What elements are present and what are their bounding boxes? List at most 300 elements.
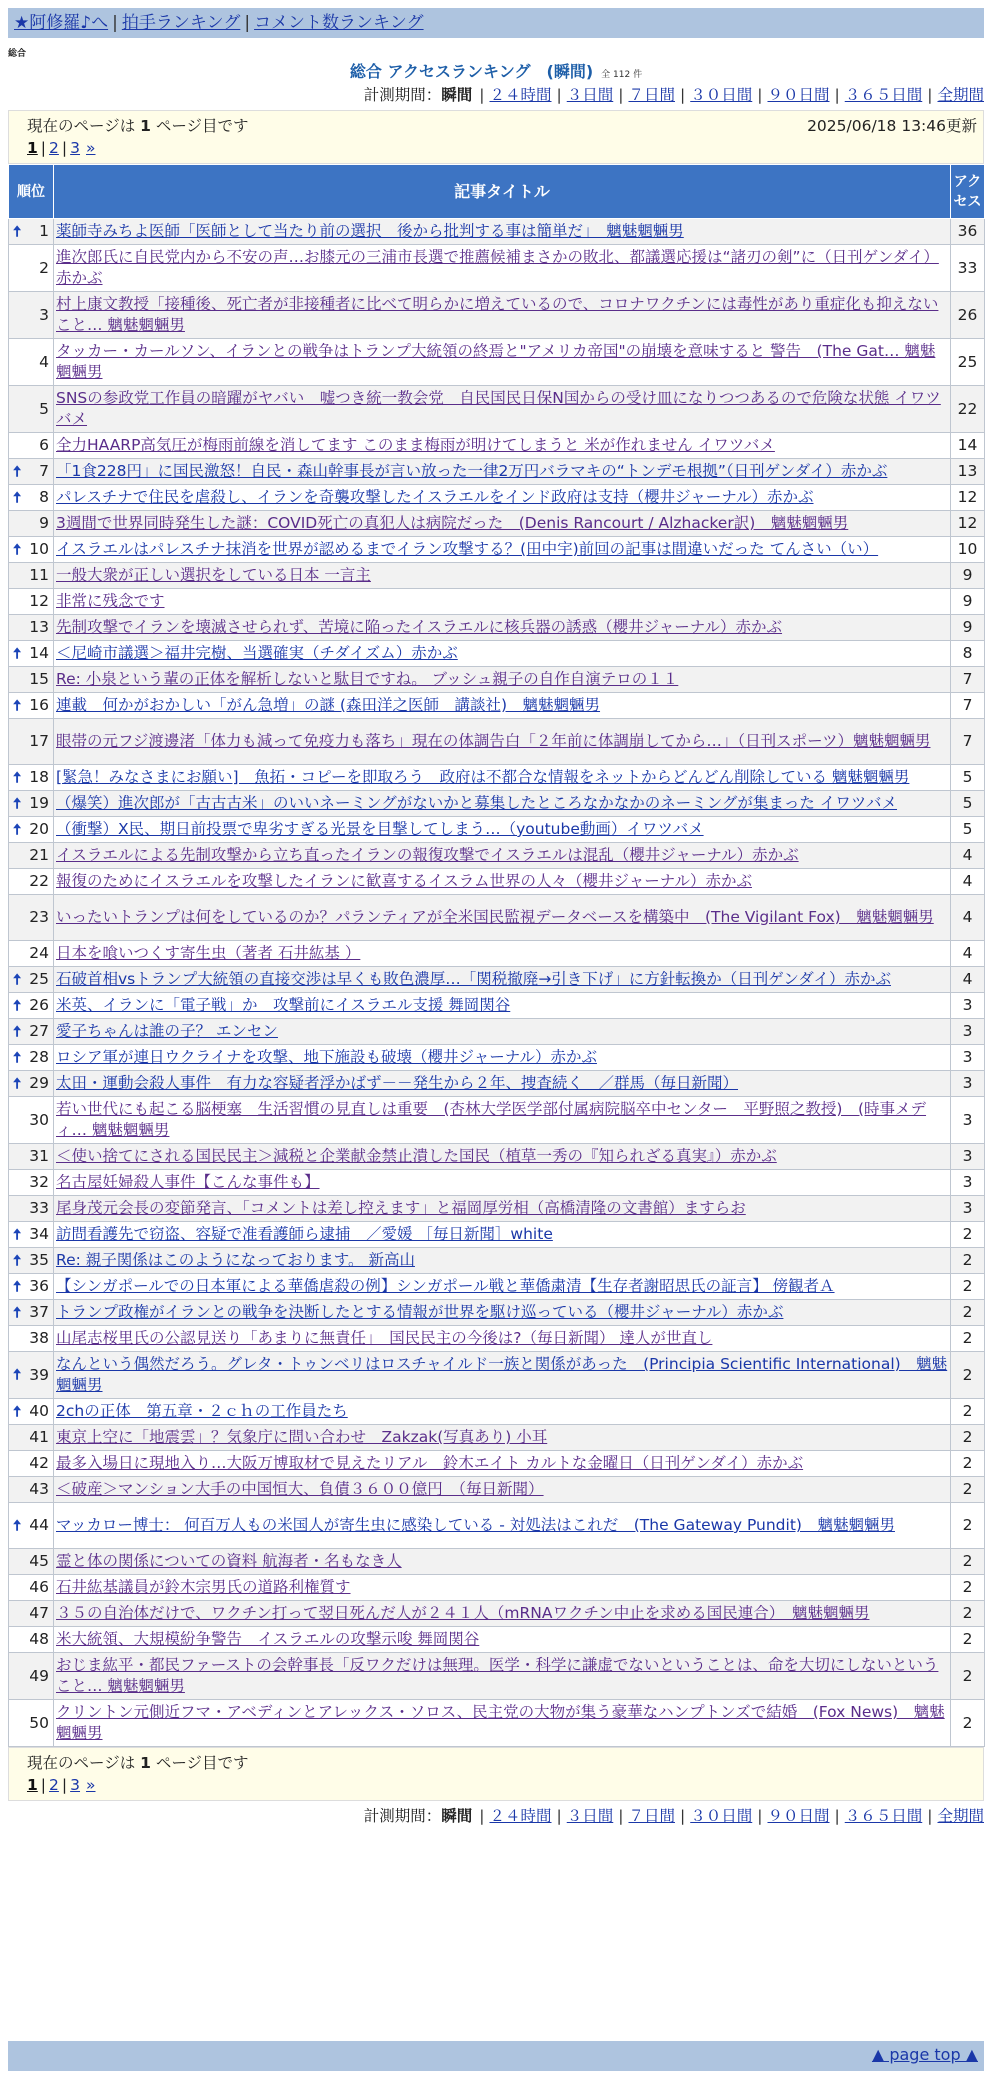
title-cell bbox=[54, 537, 951, 563]
title-cell bbox=[54, 1451, 951, 1477]
article-link[interactable]: 眼帯の元フジ渡邊渚「体力も減って免疫力も落ち」現在の体調告白「２年前に体調崩してから…」（日刊スポーツ）魑魅魍魎男 bbox=[56, 732, 931, 750]
article-link[interactable]: 尾身茂元会長の変節発言、「コメントは差し控えます」と福岡厚労相（高橋清隆の文書館）ますらお bbox=[56, 1199, 746, 1217]
rank-number: 13 bbox=[29, 618, 49, 636]
title-cell bbox=[54, 1575, 951, 1601]
access-count: 5 bbox=[951, 817, 985, 843]
article-link[interactable]: ＜破産＞マンション大手の中国恒大、負債３６００億円 （毎日新聞） bbox=[56, 1480, 544, 1498]
rank-number: 50 bbox=[29, 1713, 49, 1732]
title-cell bbox=[54, 869, 951, 895]
access-count: 13 bbox=[951, 459, 985, 485]
article-link[interactable]: 日本を喰いつくす寄生虫（著者 石井紘基 ） bbox=[56, 944, 361, 962]
article-link[interactable]: Re: 小泉という輩の正体を解析しないと駄目ですね。 ブッシュ親子の自作自演テロの１１ bbox=[56, 670, 679, 688]
rank-cell bbox=[9, 895, 54, 941]
rank-cell bbox=[9, 1097, 54, 1144]
rank-cell bbox=[9, 485, 54, 511]
title-cell bbox=[54, 1144, 951, 1170]
access-count: 2 bbox=[951, 1300, 985, 1326]
table-row bbox=[9, 1601, 985, 1627]
rank-cell bbox=[9, 245, 54, 292]
access-header: アクセス bbox=[951, 165, 985, 219]
period-link[interactable]: ２４時間 bbox=[489, 1807, 552, 1825]
article-link[interactable]: ＜使い捨てにされる国民民主＞減税と企業献金禁止潰した国民（植草一秀の『知られざる真実』）赤かぶ bbox=[56, 1147, 777, 1165]
pager-separator: | bbox=[61, 1776, 68, 1794]
period-separator: | bbox=[479, 1807, 485, 1825]
rank-cell bbox=[9, 765, 54, 791]
table-row bbox=[9, 511, 985, 537]
title-cell bbox=[54, 511, 951, 537]
table-row bbox=[9, 589, 985, 615]
period-current: 瞬間 bbox=[441, 1807, 473, 1825]
access-count: 14 bbox=[951, 433, 985, 459]
up-arrow-icon: 🠅 bbox=[13, 540, 22, 558]
access-count: 2 bbox=[951, 1477, 985, 1503]
access-count: 7 bbox=[951, 667, 985, 693]
period-link[interactable]: ３日間 bbox=[566, 86, 614, 104]
table-row bbox=[9, 1144, 985, 1170]
rank-cell bbox=[9, 941, 54, 967]
period-separator: | bbox=[618, 1807, 624, 1825]
rank-cell bbox=[9, 1045, 54, 1071]
title-cell bbox=[54, 1352, 951, 1399]
period-selector-top bbox=[364, 84, 984, 106]
article-link[interactable]: 石井紘基議員が鈴木宗男氏の道路利権質す bbox=[56, 1578, 351, 1596]
page-top-link[interactable]: ▲ page top ▲ bbox=[871, 2045, 978, 2064]
rank-number: 15 bbox=[29, 670, 49, 688]
rank-cell bbox=[9, 1399, 54, 1425]
table-row bbox=[9, 339, 985, 386]
table-row bbox=[9, 843, 985, 869]
article-link[interactable]: 非常に残念です bbox=[56, 592, 165, 610]
article-link[interactable]: なんという偶然だろう。グレタ・トゥンベリはロスチャイルド一族と関係があった (Principia Scientific International) 魑魅魍魎男 bbox=[56, 1355, 948, 1394]
access-count: 2 bbox=[951, 1549, 985, 1575]
period-separator: | bbox=[680, 1807, 686, 1825]
period-link[interactable]: ７日間 bbox=[628, 86, 675, 104]
rank-cell bbox=[9, 1196, 54, 1222]
pager-current-page[interactable]: 1 bbox=[27, 1776, 38, 1794]
up-arrow-icon: 🠅 bbox=[13, 970, 22, 988]
rank-number: 22 bbox=[29, 872, 49, 890]
article-link[interactable]: イスラエルによる先制攻撃から立ち直ったイランの報復攻撃でイスラエルは混乱（櫻井ジャーナル）赤かぶ bbox=[56, 846, 799, 864]
rank-number: 8 bbox=[39, 488, 49, 506]
rank-number: 35 bbox=[29, 1251, 49, 1269]
rank-cell bbox=[9, 511, 54, 537]
period-separator: | bbox=[680, 86, 686, 104]
ranking-table bbox=[8, 164, 985, 1747]
title-cell bbox=[54, 245, 951, 292]
title-cell bbox=[54, 1248, 951, 1274]
table-row bbox=[9, 292, 985, 339]
access-count: 2 bbox=[951, 1248, 985, 1274]
access-count: 2 bbox=[951, 1425, 985, 1451]
rank-cell bbox=[9, 1627, 54, 1653]
article-link[interactable]: 一般大衆が正しい選択をしている日本 一言主 bbox=[56, 566, 371, 584]
article-link[interactable]: 全力HAARP高気圧が梅雨前線を消してます このまま梅雨が明けてしまうと 米が作れません イワツバメ bbox=[56, 436, 775, 454]
period-link[interactable]: 全期間 bbox=[937, 86, 984, 104]
rank-cell bbox=[9, 1248, 54, 1274]
article-link[interactable]: おじま紘平・都民ファーストの会幹事長「反ワクだけは無理。医学・科学に謙虚でないということは、命を大切にしないということ… 魑魅魍魎男 bbox=[56, 1656, 939, 1695]
rank-number: 24 bbox=[29, 944, 49, 962]
article-link[interactable]: ロシア軍が連日ウクライナを攻撃、地下施設も破壊（櫻井ジャーナル）赤かぶ bbox=[56, 1048, 597, 1066]
article-link[interactable]: 霊と体の関係についての資料 航海者・名もなき人 bbox=[56, 1552, 402, 1570]
rank-number: 12 bbox=[29, 592, 49, 610]
rank-number: 38 bbox=[29, 1329, 49, 1347]
pager-page-link[interactable]: 2 bbox=[49, 1776, 59, 1794]
top-nav: ★阿修羅♪へ | 拍手ランキング | コメント数ランキング bbox=[8, 8, 984, 38]
table-row bbox=[9, 895, 985, 941]
title-cell bbox=[54, 1222, 951, 1248]
rank-number: 29 bbox=[29, 1074, 49, 1092]
rank-number: 27 bbox=[29, 1022, 49, 1040]
article-link[interactable]: パレスチナで住民を虐殺し、イランを奇襲攻撃したイスラエルをインド政府は支持（櫻井ジャーナル）赤かぶ bbox=[56, 488, 814, 506]
access-count: 2 bbox=[951, 1352, 985, 1399]
title-cell bbox=[54, 1399, 951, 1425]
table-row bbox=[9, 667, 985, 693]
table-row bbox=[9, 1700, 985, 1747]
article-link[interactable]: 山尾志桜里氏の公認見送り「あまりに無責任」 国民民主の今後は?（毎日新聞） 達人が世直し bbox=[56, 1329, 713, 1347]
up-arrow-icon: 🠅 bbox=[13, 1365, 22, 1384]
table-row bbox=[9, 1045, 985, 1071]
title-cell bbox=[54, 292, 951, 339]
table-row bbox=[9, 386, 985, 433]
page-info-top bbox=[8, 110, 984, 164]
article-link[interactable]: SNSの参政党工作員の暗躍がヤバい 嘘つき統一教会党 自民国民日保N国からの受け皿になりつつあるので危険な状態 イワツバメ bbox=[56, 389, 941, 428]
section-label: 総合 bbox=[8, 49, 27, 59]
article-link[interactable]: 若い世代にも起こる脳梗塞 生活習慣の見直しは重要 (杏林大学医学部付属病院脳卒中センター 平野照之教授) (時事メディ… 魑魅魍魎男 bbox=[56, 1100, 927, 1139]
period-link[interactable]: ９０日間 bbox=[767, 1807, 830, 1825]
table-row bbox=[9, 869, 985, 895]
article-link[interactable]: 東京上空に「地震雲」？気象庁に問い合わせ Zakzak(写真あり) 小耳 bbox=[56, 1428, 548, 1446]
rank-cell bbox=[9, 1019, 54, 1045]
article-link[interactable]: クリントン元側近フマ・アベディンとアレックス・ソロス、民主党の大物が集う豪華なハンプトンズで結婚 (Fox News) 魑魅魍魎男 bbox=[56, 1703, 945, 1742]
comment-ranking-link[interactable]: コメント数ランキング bbox=[254, 13, 424, 33]
access-count: 2 bbox=[951, 1575, 985, 1601]
rank-cell bbox=[9, 869, 54, 895]
access-count: 12 bbox=[951, 511, 985, 537]
article-link[interactable]: 【シンガポールでの日本軍による華僑虐殺の例】シンガポール戦と華僑粛清【生存者謝昭思氏の証言】 傍観者Ａ bbox=[56, 1277, 835, 1295]
access-count: 4 bbox=[951, 941, 985, 967]
article-link[interactable]: （衝撃）X民、期日前投票で卑劣すぎる光景を目撃してしまう…（youtube動画）イワツバメ bbox=[56, 820, 704, 838]
period-link[interactable]: ２４時間 bbox=[489, 86, 552, 104]
table-row bbox=[9, 433, 985, 459]
period-separator: | bbox=[834, 86, 840, 104]
pager-separator: | bbox=[61, 139, 68, 157]
rank-cell bbox=[9, 1477, 54, 1503]
access-count: 2 bbox=[951, 1601, 985, 1627]
access-count: 4 bbox=[951, 843, 985, 869]
table-row bbox=[9, 563, 985, 589]
pager-next-link[interactable]: » bbox=[86, 1776, 96, 1794]
title-cell bbox=[54, 589, 951, 615]
article-link[interactable]: 「1食228円」に国民激怒！自民・森山幹事長が言い放った一律2万円バラマキの“トンデモ根拠”（日刊ゲンダイ）赤かぶ bbox=[56, 462, 888, 480]
access-count: 5 bbox=[951, 791, 985, 817]
period-separator: | bbox=[757, 1807, 763, 1825]
rank-cell bbox=[9, 1071, 54, 1097]
title-cell bbox=[54, 843, 951, 869]
rank-number: 46 bbox=[29, 1578, 49, 1596]
up-arrow-icon: 🠅 bbox=[13, 488, 22, 506]
page-status-post: ページ目です bbox=[150, 117, 249, 135]
article-link[interactable]: タッカー・カールソン、イランとの戦争はトランプ大統領の終焉と"アメリカ帝国"の崩壊を意味すると 警告 (The Gat… 魑魅魍魎男 bbox=[56, 342, 936, 381]
period-separator: | bbox=[834, 1807, 840, 1825]
rank-number: 36 bbox=[29, 1277, 49, 1295]
rank-number: 34 bbox=[29, 1225, 49, 1243]
period-link[interactable]: ９０日間 bbox=[767, 86, 830, 104]
rank-number: 14 bbox=[29, 644, 49, 662]
title-cell bbox=[54, 1300, 951, 1326]
rank-cell bbox=[9, 459, 54, 485]
pager-bottom bbox=[27, 1774, 965, 1796]
article-link[interactable]: ＜尼崎市議選＞福井完樹、当選確実（チダイズム）赤かぶ bbox=[56, 644, 458, 662]
period-selector-bottom bbox=[364, 1805, 984, 1827]
bottom-bar bbox=[8, 2041, 984, 2071]
rank-number: 30 bbox=[29, 1110, 49, 1129]
table-row bbox=[9, 1248, 985, 1274]
article-link[interactable]: Re: 親子関係はこのようになっております。 新高山 bbox=[56, 1251, 415, 1269]
rank-cell bbox=[9, 615, 54, 641]
access-count: 25 bbox=[951, 339, 985, 386]
table-row bbox=[9, 1653, 985, 1700]
rank-number: 33 bbox=[29, 1199, 49, 1217]
period-link[interactable]: ３６５日間 bbox=[844, 1807, 923, 1825]
title-cell bbox=[54, 641, 951, 667]
access-count: 10 bbox=[951, 537, 985, 563]
title-cell bbox=[54, 1097, 951, 1144]
rank-number: 26 bbox=[29, 996, 49, 1014]
period-separator: | bbox=[618, 86, 624, 104]
clap-ranking-link[interactable]: 拍手ランキング bbox=[121, 13, 241, 33]
rank-cell bbox=[9, 1170, 54, 1196]
article-link[interactable]: 太田・運動会殺人事件 有力な容疑者浮かばず－－発生から２年、捜査続く ／群馬（毎日新聞） bbox=[56, 1074, 739, 1092]
table-row bbox=[9, 1477, 985, 1503]
article-link[interactable]: （爆笑）進次郎が「古古古米」のいいネーミングがないかと募集したところなかなかのネーミングが集まった イワツバメ bbox=[56, 794, 898, 812]
title-cell bbox=[54, 1503, 951, 1549]
table-row bbox=[9, 1627, 985, 1653]
title-cell bbox=[54, 967, 951, 993]
article-link[interactable]: 訪問看護先で窃盗、容疑で准看護師ら逮捕 ／愛媛 ［毎日新聞］white bbox=[56, 1225, 553, 1243]
title-cell bbox=[54, 693, 951, 719]
article-link[interactable]: 薬師寺みちよ医師「医師として当たり前の選択 後から批判する事は簡単だ」 魑魅魍魎男 bbox=[56, 222, 684, 240]
period-separator: | bbox=[757, 86, 763, 104]
table-row bbox=[9, 765, 985, 791]
access-count: 3 bbox=[951, 993, 985, 1019]
title-cell bbox=[54, 1477, 951, 1503]
article-link[interactable]: 報復のためにイスラエルを攻撃したイランに歓喜するイスラム世界の人々（櫻井ジャーナル）赤かぶ bbox=[56, 872, 752, 890]
title-cell bbox=[54, 615, 951, 641]
access-count: 3 bbox=[951, 1071, 985, 1097]
pager-page-link[interactable]: 2 bbox=[49, 139, 59, 157]
rank-number: 7 bbox=[39, 462, 49, 480]
article-link[interactable]: [緊急！みなさまにお願い] 魚拓・コピーを即取ろう 政府は不都合な情報をネットからどんどん削除している 魑魅魍魎男 bbox=[56, 768, 910, 786]
up-arrow-icon: 🠅 bbox=[13, 462, 22, 480]
article-link[interactable]: 最多入場日に現地入り…大阪万博取材で見えたリアル 鈴木エイト カルトな金曜日（日刊ゲンダイ）赤かぶ bbox=[56, 1454, 804, 1472]
ranking-rows bbox=[9, 219, 985, 1747]
pager-page-link[interactable]: 3 bbox=[70, 139, 81, 157]
up-arrow-icon: 🠅 bbox=[13, 1402, 22, 1420]
rank-number: 48 bbox=[29, 1630, 49, 1648]
rank-cell bbox=[9, 791, 54, 817]
table-row bbox=[9, 719, 985, 765]
period-link[interactable]: ３０日間 bbox=[690, 86, 753, 104]
access-count: 3 bbox=[951, 1019, 985, 1045]
rank-cell bbox=[9, 537, 54, 563]
period-link[interactable]: 全期間 bbox=[937, 1807, 984, 1825]
access-count: 33 bbox=[951, 245, 985, 292]
home-link[interactable]: ★阿修羅♪へ bbox=[14, 13, 109, 33]
rank-cell bbox=[9, 1653, 54, 1700]
rank-number: 17 bbox=[29, 732, 49, 750]
page-status-post: ページ目です bbox=[150, 1754, 249, 1772]
table-row bbox=[9, 693, 985, 719]
table-row bbox=[9, 993, 985, 1019]
rank-number: 43 bbox=[29, 1480, 49, 1498]
period-current: 瞬間 bbox=[441, 86, 473, 104]
page-status-pre: 現在のページは bbox=[27, 117, 141, 135]
rank-number: 42 bbox=[29, 1454, 49, 1472]
article-link[interactable]: 村上康文教授「接種後、死亡者が非接種者に比べて明らかに増えているので、コロナワクチンには毒性があり重症化も抑えないこと… 魑魅魍魎男 bbox=[56, 295, 939, 334]
pager-separator: | bbox=[40, 139, 47, 157]
article-link[interactable]: 愛子ちゃんは誰の子？ エンセン bbox=[56, 1022, 278, 1040]
rank-number: 31 bbox=[29, 1147, 49, 1165]
rank-cell bbox=[9, 1700, 54, 1747]
title-cell bbox=[54, 219, 951, 245]
period-label: 計測期間： bbox=[363, 86, 442, 104]
period-separator: | bbox=[556, 86, 562, 104]
rank-cell bbox=[9, 219, 54, 245]
article-link[interactable]: トランプ政権がイランとの戦争を決断したとする情報が世界を駆け巡っている（櫻井ジャーナル）赤かぶ bbox=[56, 1303, 784, 1321]
rank-number: 16 bbox=[29, 696, 49, 714]
access-count: 2 bbox=[951, 1700, 985, 1747]
rank-cell bbox=[9, 641, 54, 667]
title-cell bbox=[54, 1601, 951, 1627]
access-count: 4 bbox=[951, 967, 985, 993]
access-count: 36 bbox=[951, 219, 985, 245]
table-row bbox=[9, 1451, 985, 1477]
pager-current-page[interactable]: 1 bbox=[27, 139, 38, 157]
table-row bbox=[9, 1425, 985, 1451]
item-count: 全 112 件 bbox=[601, 70, 643, 80]
rank-cell bbox=[9, 1601, 54, 1627]
table-row bbox=[9, 817, 985, 843]
rank-number: 28 bbox=[29, 1048, 49, 1066]
up-arrow-icon: 🠅 bbox=[13, 644, 22, 662]
table-row bbox=[9, 967, 985, 993]
title-cell bbox=[54, 817, 951, 843]
article-link[interactable]: 先制攻撃でイランを壊滅させられず、苦境に陥ったイスラエルに核兵器の誘惑（櫻井ジャーナル）赤かぶ bbox=[56, 618, 783, 636]
access-count: 2 bbox=[951, 1399, 985, 1425]
article-link[interactable]: 2chの正体 第五章・２ｃｈの工作員たち bbox=[56, 1402, 348, 1420]
rank-number: 39 bbox=[29, 1365, 49, 1384]
article-link[interactable]: 3週間で世界同時発生した謎：COVID死亡の真犯人は病院だった (Denis Rancourt / Alzhacker訳) 魑魅魍魎男 bbox=[56, 514, 849, 532]
page-status-pre: 現在のページは bbox=[27, 1754, 141, 1772]
rank-cell bbox=[9, 693, 54, 719]
access-count: 2 bbox=[951, 1503, 985, 1549]
rank-number: 47 bbox=[29, 1604, 49, 1622]
rank-number: 4 bbox=[39, 352, 49, 371]
rank-number: 18 bbox=[29, 768, 49, 786]
period-link[interactable]: ３日間 bbox=[566, 1807, 614, 1825]
title-cell bbox=[54, 459, 951, 485]
table-row bbox=[9, 1274, 985, 1300]
table-row bbox=[9, 1575, 985, 1601]
title-cell bbox=[54, 1170, 951, 1196]
article-link[interactable]: いったいトランプは何をしているのか？パランティアが全米国民監視データベースを構築中 (The Vigilant Fox) 魑魅魍魎男 bbox=[56, 908, 934, 926]
rank-number: 45 bbox=[29, 1552, 49, 1570]
table-row bbox=[9, 641, 985, 667]
up-arrow-icon: 🠅 bbox=[13, 1048, 22, 1066]
title-cell bbox=[54, 1196, 951, 1222]
table-row bbox=[9, 941, 985, 967]
access-count: 2 bbox=[951, 1627, 985, 1653]
title-cell bbox=[54, 563, 951, 589]
period-link[interactable]: ３６５日間 bbox=[844, 86, 923, 104]
rank-cell bbox=[9, 433, 54, 459]
table-row bbox=[9, 1549, 985, 1575]
access-count: 22 bbox=[951, 386, 985, 433]
rank-cell bbox=[9, 843, 54, 869]
rank-number: 20 bbox=[29, 820, 49, 838]
rank-cell bbox=[9, 1503, 54, 1549]
access-count: 4 bbox=[951, 869, 985, 895]
rank-cell bbox=[9, 1549, 54, 1575]
article-link[interactable]: マッカロー博士： 何百万人もの米国人が寄生虫に感染している - 対処法はこれだ (The Gateway Pundit) 魑魅魍魎男 bbox=[56, 1516, 895, 1534]
title-cell bbox=[54, 1653, 951, 1700]
title-cell bbox=[54, 719, 951, 765]
article-link[interactable]: 名古屋妊婦殺人事件【こんな事件も】 bbox=[56, 1173, 320, 1191]
access-count: 4 bbox=[951, 895, 985, 941]
article-link[interactable]: ３５の自治体だけで、ワクチン打って翌日死んだ人が２４１人（mRNAワクチン中止を求める国民連合） 魑魅魍魎男 bbox=[56, 1604, 870, 1622]
rank-number: 3 bbox=[39, 305, 49, 324]
title-cell bbox=[54, 386, 951, 433]
access-count: 5 bbox=[951, 765, 985, 791]
access-count: 9 bbox=[951, 589, 985, 615]
period-separator: | bbox=[556, 1807, 562, 1825]
rank-cell bbox=[9, 1451, 54, 1477]
pager-next-link[interactable]: » bbox=[86, 139, 96, 157]
article-link[interactable]: 石破首相vsトランプ大統領の直接交渉は早くも敗色濃厚…「関税撤廃→引き下げ」に方針転換か（日刊ゲンダイ）赤かぶ bbox=[56, 970, 891, 988]
rank-header: 順位 bbox=[9, 165, 54, 219]
title-cell bbox=[54, 993, 951, 1019]
table-row bbox=[9, 1352, 985, 1399]
article-link[interactable]: 米大統領、大規模紛争警告 イスラエルの攻撃示唆 舞岡関谷 bbox=[56, 1630, 480, 1648]
rank-number: 44 bbox=[29, 1516, 49, 1534]
title-cell bbox=[54, 339, 951, 386]
period-link[interactable]: ７日間 bbox=[628, 1807, 675, 1825]
page-status-num: 1 bbox=[140, 1754, 151, 1772]
pager-page-link[interactable]: 3 bbox=[70, 1776, 81, 1794]
access-count: 3 bbox=[951, 1097, 985, 1144]
rank-cell bbox=[9, 719, 54, 765]
rank-cell bbox=[9, 1425, 54, 1451]
article-link[interactable]: 連載 何かがおかしい「がん急増」の謎 (森田洋之医師 講談社) 魑魅魍魎男 bbox=[56, 696, 601, 714]
period-link[interactable]: ３０日間 bbox=[690, 1807, 753, 1825]
period-separator: | bbox=[927, 1807, 933, 1825]
rank-number: 23 bbox=[29, 908, 49, 926]
rank-number: 10 bbox=[29, 540, 49, 558]
table-row bbox=[9, 1300, 985, 1326]
title-cell bbox=[54, 941, 951, 967]
access-count: 8 bbox=[951, 641, 985, 667]
article-link[interactable]: 進次郎氏に自民党内から不安の声…お膝元の三浦市長選で推薦候補まさかの敗北、都議選応援は“諸刃の剣”に（日刊ゲンダイ）赤かぶ bbox=[56, 248, 939, 287]
up-arrow-icon: 🠅 bbox=[13, 996, 22, 1014]
table-row bbox=[9, 1170, 985, 1196]
article-link[interactable]: イスラエルはパレスチナ抹消を世界が認めるまでイラン攻撃する？(田中宇)前回の記事は間違いだった てんさい（い） bbox=[56, 540, 879, 558]
article-link[interactable]: 米英、イランに「電子戦」か 攻撃前にイスラエル支援 舞岡関谷 bbox=[56, 996, 511, 1014]
access-count: 2 bbox=[951, 1326, 985, 1352]
access-count: 3 bbox=[951, 1045, 985, 1071]
title-cell bbox=[54, 1700, 951, 1747]
page-status-num: 1 bbox=[140, 117, 151, 135]
rank-number: 2 bbox=[39, 258, 49, 277]
